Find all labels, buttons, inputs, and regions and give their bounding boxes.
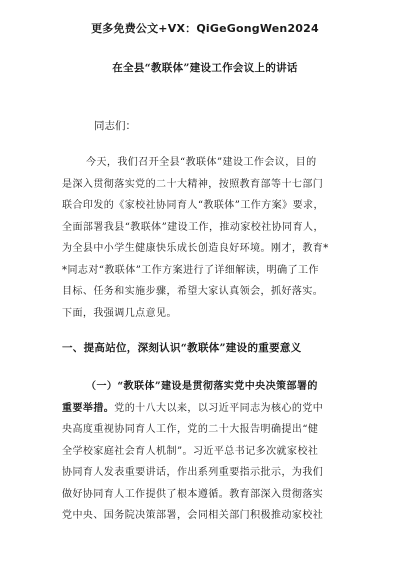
subsection-line: 全学校家庭社会育人机制”。习近平总书记多次就家校社 bbox=[62, 445, 319, 457]
intro-paragraph bbox=[62, 152, 348, 324]
subsection-line: 协同育人发表重要讲话，作出系列重要指示批示，为我们 bbox=[62, 467, 324, 478]
subsection-line: 党中央、国务院决策部署，会同相关部门积极推动家校社 bbox=[62, 510, 324, 521]
subsection-line: 央高度重视协同育人工作，党的二十大报告明确提出“健 bbox=[62, 424, 319, 435]
intro-line: 目标、任务和实施步骤，希望大家认真领会，抓好落实。 bbox=[62, 286, 324, 297]
intro-line: *同志对“教联体”工作方案进行了详细解读，明确了工作 bbox=[62, 264, 319, 276]
subsection-text: 党的十八大以来，以习近平同志为核心的党中 bbox=[114, 402, 324, 414]
subsection-paragraph bbox=[62, 376, 348, 527]
intro-line: 下面，我强调几点意见。 bbox=[62, 307, 177, 319]
document-title: 在全县“教联体”建设工作会议上的讲话 bbox=[112, 62, 298, 74]
salutation: 同志们： bbox=[94, 120, 136, 132]
section-heading-1: 一、提高站位，深刻认识“教联体”建设的重要意义 bbox=[62, 342, 302, 354]
intro-line: 全面部署我县“教联体”建设工作，推动家校社协同育人， bbox=[62, 221, 324, 233]
header-watermark-text: 更多免费公文+VX：QiGeGongWen2024 bbox=[91, 22, 319, 35]
subsection-line bbox=[62, 398, 348, 420]
intro-line: 是深入贯彻落实党的二十大精神，按照教育部等十七部门 bbox=[62, 178, 324, 190]
intro-line: 为全县中小学生健康快乐成长创造良好环境。刚才，教育* bbox=[62, 243, 329, 254]
subsection-heading: （一）“教联体”建设是贯彻落实党中央决策部署的 bbox=[86, 381, 318, 392]
subsection-line: 做好协同育人工作提供了根本遵循。教育部深入贯彻落实 bbox=[62, 488, 324, 500]
intro-line: 联合印发的《家校社协同育人“教联体”工作方案》要求， bbox=[62, 200, 324, 211]
intro-line: 今天，我们召开全县“教联体”建设工作会议，目的 bbox=[86, 157, 317, 168]
subsection-heading-tail: 重要举措。 bbox=[62, 402, 115, 414]
